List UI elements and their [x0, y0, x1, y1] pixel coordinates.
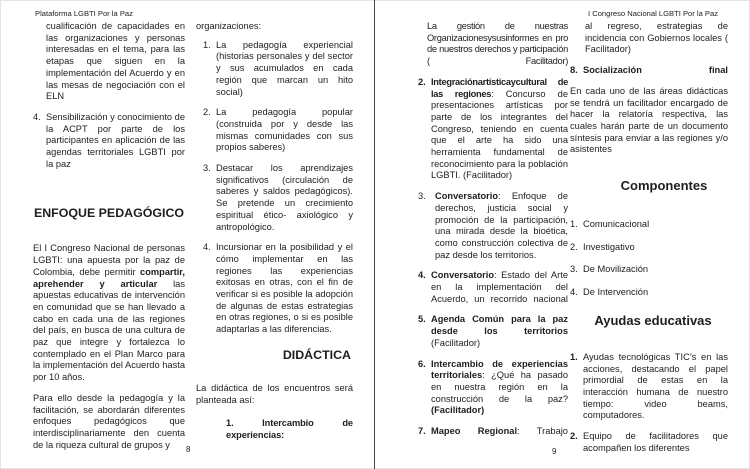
- section-heading-didactica: DIDÁCTICA: [282, 347, 351, 362]
- list-item: [196, 163, 353, 233]
- list-item: [418, 359, 568, 418]
- list-number: 6.: [418, 358, 426, 369]
- list-item: [570, 219, 728, 231]
- list-number: 3.: [203, 163, 211, 174]
- list-text: La pedagogía popular (construida por y desde las mismas comunidades con sus propios saberes): [216, 107, 353, 153]
- list-item: [418, 426, 568, 438]
- list-item: [570, 431, 728, 454]
- list-text: Incursionar en la posibilidad y el cómo implementar en las regiones las experiencias exitosas en otras, con el fin de verificar si es posible la adopción de algunas de estas estrategias en otras regiones, o si es posible adaptarlas a las diferencias.: [216, 242, 353, 335]
- list-item: [418, 270, 568, 305]
- list-text: Sensibilización y conocimiento de la ACPT por parte de los participantes en aplicación de las agendas territoriales LGBTI por la paz: [46, 111, 186, 169]
- list-item: [570, 65, 728, 77]
- list-item: [418, 191, 568, 261]
- list-text-bold: Mapeo Regional: [431, 426, 518, 437]
- list-item: [196, 40, 353, 99]
- list-number: 4.: [33, 111, 41, 122]
- list-item-bold: [196, 418, 353, 441]
- list-item: [570, 352, 728, 422]
- page-number-right: 9: [552, 447, 557, 456]
- list-text: De Movilización: [583, 264, 649, 275]
- list-text: Comunicacional: [583, 219, 650, 230]
- list-item: [33, 112, 185, 171]
- list-text-body: : Concurso de presentaciones artísticas por parte de los integrantes del Congreso, teniendo en cuenta que el arte ha sido una herramienta fundamental de reconocimiento para la población LGBTI. (Facilitador): [431, 88, 568, 181]
- list-number: 2.: [418, 76, 426, 87]
- list-text-body: : ¿Qué ha pasado en nuestra región en la construcción de la paz?: [431, 370, 568, 404]
- paragraph-text: las apuestas educativas de intervención en comunidad que se han llevado a cabo en cada una de las regiones del país, en busca de una cultura de paz que integre y fortalezca lo contemplado en el Plan Marco para la implementación del Acuerdo hasta por 10 años.: [33, 278, 185, 383]
- list-text: Ayudas tecnológicas TIC’s en las acciones, destacando el papel primordial de estas en la interacción humana de nuestro tiempo: video beams, computadores.: [583, 351, 728, 421]
- paragraph-continuation: al regreso, estrategias de incidencia con Gobiernos locales ( Facilitador): [585, 21, 728, 55]
- list-number: 3.: [570, 264, 578, 275]
- page-number-left: 8: [186, 445, 191, 454]
- list-item: [570, 242, 728, 254]
- list-text: [431, 359, 568, 418]
- list-item: [570, 287, 728, 299]
- list-text: De Intervención: [583, 287, 649, 298]
- list-number: 4.: [418, 270, 426, 281]
- paragraph-bold-text: compartir, aprehender y articular: [33, 266, 185, 289]
- list-text: [583, 65, 728, 77]
- list-text-bold: Agenda Común para la paz desde los territorios: [431, 314, 568, 337]
- page-divider: [374, 0, 375, 469]
- section-heading-ayudas-educativas: Ayudas educativas: [594, 312, 712, 328]
- list-text: [431, 426, 568, 438]
- section-heading-enfoque-pedagogico: ENFOQUE PEDAGÓGICO: [33, 206, 185, 221]
- list-number: 1.: [203, 39, 211, 50]
- paragraph: La didáctica de los encuentros será planteada así:: [196, 382, 353, 405]
- list-text-bold: (Facilitador): [431, 405, 485, 416]
- list-number: 1.: [570, 219, 578, 230]
- list-number: 2.: [203, 107, 211, 118]
- list-text-bold: 1. Intercambio de experiencias: [226, 418, 353, 440]
- list-text-bold: Conversatorio: [435, 191, 499, 202]
- list-item: [418, 77, 568, 182]
- list-number: 2.: [570, 241, 578, 252]
- list-item: [570, 264, 728, 276]
- list-text-bold: Integraciónartísticaycultural de las regiones: [431, 76, 568, 99]
- list-text: La pedagogía experiencial (historias personales y del sector y sus acumulados en cada región que marcan un hito social): [216, 39, 353, 97]
- list-text: Destacar los aprendizajes significativos (circulación de saberes y saldos pedagógicos). Se pretende un crecimiento espiritual ético- axiológico y antropológico.: [216, 163, 353, 232]
- list-number: 1.: [570, 351, 578, 362]
- list-text-bold: Conversatorio: [431, 270, 495, 281]
- paragraph-continuation: La gestión de nuestras Organizacionesysusinformes en pro de nuestros derechos y participación ( Facilitador): [427, 21, 568, 67]
- list-number: 8.: [570, 65, 578, 76]
- left-page-column-1: [33, 21, 185, 451]
- right-page-column-1: [418, 21, 568, 438]
- list-number: 3.: [418, 191, 426, 202]
- right-page-header: I Congreso Nacional LGBTI Por la Paz: [588, 9, 718, 18]
- list-item: [418, 314, 568, 349]
- list-text-body: (Facilitador): [431, 337, 481, 348]
- list-text: :: [281, 429, 285, 440]
- list-text-bold: Intercambio de experiencias territoriales: [431, 358, 568, 381]
- list-text: [431, 77, 568, 182]
- right-page-column-2: [570, 21, 728, 454]
- section-heading-componentes: Componentes: [620, 178, 708, 194]
- paragraph-text: El I Congreso Nacional de personas LGBTI: una apuesta por la paz de Colombia, debe permitir: [33, 243, 185, 277]
- left-page-header: Plataforma LGBTI Por la Paz: [35, 9, 133, 18]
- list-text-body: : Trabajo: [517, 426, 568, 437]
- list-item: [196, 107, 353, 154]
- list-text-bold: Socialización: [583, 65, 642, 76]
- list-item: [196, 242, 353, 336]
- list-text-body: : Enfoque de derechos, justicia social y promoción de la participación, una mirada desde la bioética, como construcción colectiva de paz desde los territorios.: [435, 191, 568, 260]
- paragraph-continuation: cualificación de capacidades en las organizaciones y personas interesadas en el tema, para las etapas que siguen en la implementación del Acuerdo y en las mesas de negociación con el ELN: [46, 21, 185, 102]
- list-text-bold: final: [708, 65, 728, 76]
- paragraph: En cada uno de las áreas didácticas se tendrá un facilitador encargado de hacer la relatoría respectiva, las cuales harán parte de un documento síntesis para enviar a las regiones y/o asistentes: [570, 85, 728, 155]
- paragraph: organizaciones:: [196, 21, 262, 31]
- list-text-body: : Estado del Arte en la implementación del Acuerdo, un recorrido nacional: [431, 270, 568, 304]
- list-number: 7.: [418, 426, 426, 437]
- list-text: Investigativo: [583, 241, 635, 252]
- list-number: 4.: [203, 242, 211, 253]
- list-text: [431, 270, 568, 305]
- list-number: 4.: [570, 287, 578, 298]
- list-text: Equipo de facilitadores que acompañen los diferentes: [583, 431, 728, 453]
- list-number: 5.: [418, 314, 426, 325]
- list-text: [435, 191, 568, 261]
- paragraph: Para ello desde la pedagogía y la facilitación, se abordarán diferentes enfoques pedagógicos que interdisciplinariamente den cuenta de la riqueza cultural de grupos y: [33, 392, 185, 450]
- list-text: [431, 314, 568, 349]
- paragraph: [33, 243, 185, 383]
- list-number: 2.: [570, 431, 578, 442]
- left-page-column-2: [196, 21, 353, 442]
